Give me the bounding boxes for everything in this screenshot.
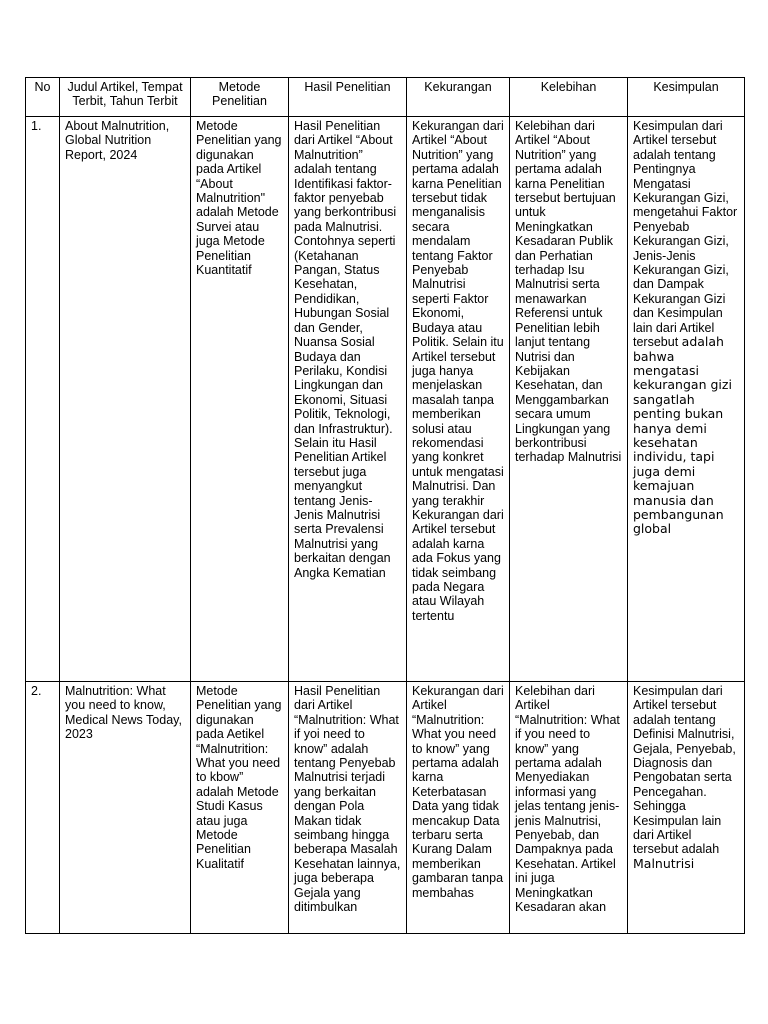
header-metode: Metode Penelitian [191,78,289,117]
literature-review-table [25,77,745,934]
header-hasil: Hasil Penelitian [289,78,407,117]
kesimpulan-text-tail: Malnutrisi [633,855,695,871]
cell-kelebihan: Kelebihan dari Artikel “About Nutrition” yang pertama adalah karna Penelitian tersebut bertujuan untuk Meningkatkan Kesadaran Publik dan Perhatian terhadap Isu Malnutrisi serta menawarkan Referensi untuk Penelitian lebih lanjut tentang Nutrisi dan Kebijakan Kesehatan, dan Menggambarkan secara umum Lingkungan yang berkontribusi terhadap Malnutrisi [510,117,628,682]
cell-judul: About Malnutrition, Global Nutrition Report, 2024 [60,117,191,682]
cell-kekurangan: Kekurangan dari Artikel “About Nutrition” yang pertama adalah karna Penelitian tersebut tidak menganalisis secara mendalam tentang Faktor Penyebab Malnutrisi seperti Faktor Ekonomi, Budaya atau Politik. Selain itu Artikel tersebut juga hanya menjelaskan masalah tanpa memberikan solusi atau rekomendasi yang konkret untuk mengatasi Malnutrisi. Dan yang terakhir Kekurangan dari Artikel tersebut adalah karna ada Fokus yang tidak seimbang pada Negara atau Wilayah tertentu [407,117,510,682]
header-no: No [26,78,60,117]
header-judul: Judul Artikel, Tempat Terbit, Tahun Terbit [60,78,191,117]
cell-judul: Malnutrition: What you need to know, Medical News Today, 2023 [60,682,191,934]
cell-kelebihan: Kelebihan dari Artikel “Malnutrition: What if you need to know” yang pertama adalah Menyediakan informasi yang jelas tentang jenis-jenis Malnutrisi, Penyebab, dan Dampaknya pada Kesehatan. Artikel ini juga Meningkatkan Kesadaran akan [510,682,628,934]
cell-kekurangan: Kekurangan dari Artikel “Malnutrition: What you need to know” yang pertama adalah karna Keterbatasan Data yang tidak mencakup Data terbaru serta Kurang Dalam memberikan gambaran tanpa membahas [407,682,510,934]
kesimpulan-text: Kesimpulan dari Artikel tersebut adalah tentang Definisi Malnutrisi, Gejala, Penyebab, Diagnosis dan Pengobatan serta Pencegahan. Sehingga Kesimpulan lain dari Artikel tersebut adalah [633,684,736,857]
cell-metode: Metode Penelitian yang digunakan pada Aetikel “Malnutrition: What you need to kbow” adalah Metode Studi Kasus atau juga Metode Penelitian Kualitatif [191,682,289,934]
cell-metode: Metode Penelitian yang digunakan pada Artikel “About Malnutrition" adalah Metode Survei atau juga Metode Penelitian Kuantitatif [191,117,289,682]
cell-kesimpulan [628,682,745,934]
header-kelebihan: Kelebihan [510,78,628,117]
cell-kesimpulan [628,117,745,682]
header-kekurangan: Kekurangan [407,78,510,117]
table-row [26,682,745,934]
cell-hasil: Hasil Penelitian dari Artikel “Malnutrition: What if yoi need to know” adalah tentang Penyebab Malnutrisi terjadi yang berkaitan dengan Pola Makan tidak seimbang hingga beberapa Masalah Kesehatan lainnya, juga beberapa Gejala yang ditimbulkan [289,682,407,934]
cell-no: 2. [26,682,60,934]
cell-hasil: Hasil Penelitian dari Artikel “About Malnutrition” adalah tentang Identifikasi faktor-faktor penyebab yang berkontribusi pada Malnutrisi. Contohnya seperti (Ketahanan Pangan, Status Kesehatan, Pendidikan, Hubungan Sosial dan Gender, Nuansa Sosial Budaya dan Perilaku, Kondisi Lingkungan dan Ekonomi, Situasi Politik, Teknologi, dan Infrastruktur). Selain itu Hasil Penelitian Artikel tersebut juga menyangkut tentang Jenis-Jenis Malnutrisi serta Prevalensi Malnutrisi yang berkaitan dengan Angka Kematian [289,117,407,682]
header-kesimpulan: Kesimpulan [628,78,745,117]
kesimpulan-text-tail: adalah bahwa mengatasi kekurangan gizi sangatlah penting bukan hanya demi kesehatan individu, tapi juga demi kemajuan manusia dan pembangunan global [633,334,732,537]
kesimpulan-text: Kesimpulan dari Artikel tersebut adalah tentang Pentingnya Mengatasi Kekurangan Gizi, mengetahui Faktor Penyebab Kekurangan Gizi, Jenis-Jenis Kekurangan Gizi, dan Dampak Kekurangan Gizi dan Kesimpulan lain dari Artikel tersebut [633,119,738,350]
table-header-row [26,78,745,117]
table-row [26,117,745,682]
cell-no: 1. [26,117,60,682]
